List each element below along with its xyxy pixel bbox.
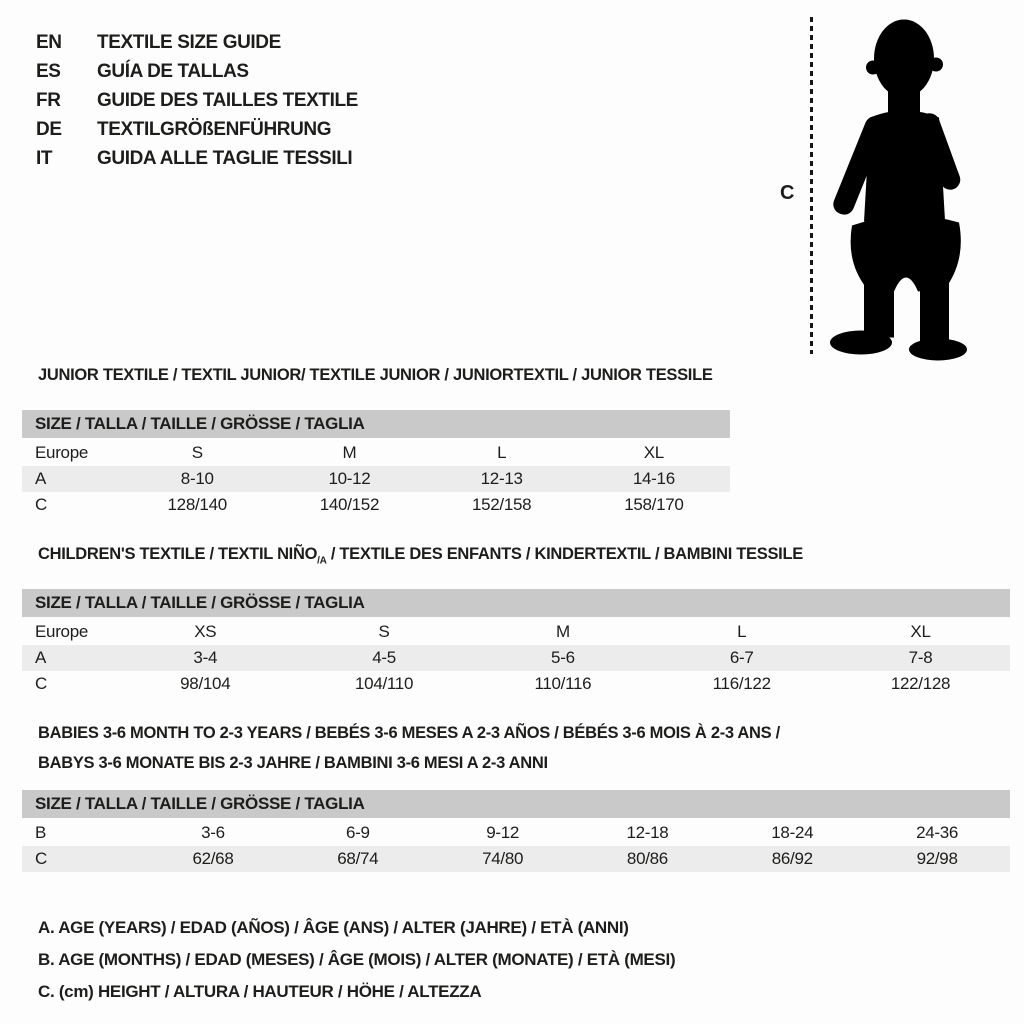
- height-measure-label: C: [780, 182, 795, 204]
- table-row-height: [22, 492, 730, 518]
- language-code: DE: [36, 118, 62, 140]
- table-cell: 9-12: [486, 823, 520, 842]
- row-label: C: [35, 849, 47, 868]
- row-label: A: [35, 648, 47, 667]
- babies-heading-line1: BABIES 3-6 MONTH TO 2-3 YEARS / BEBÉS 3-6 MESES A 2-3 AÑOS / BÉBÉS 3-6 MOIS À 2-3 ANS /: [38, 724, 780, 742]
- table-row-age: [22, 645, 1010, 671]
- babies-heading-line2: BABYS 3-6 MONATE BIS 2-3 JAHRE / BAMBINI 3-6 MESI A 2-3 ANNI: [38, 754, 548, 772]
- junior-size-table: [22, 410, 730, 518]
- table-cell: 10-12: [328, 469, 371, 488]
- table-cell: 24-36: [916, 823, 959, 842]
- table-cell: 92/98: [916, 849, 958, 868]
- table-row-height: [22, 846, 1010, 872]
- language-code: EN: [36, 31, 62, 53]
- row-label: A: [35, 469, 47, 488]
- junior-section-heading: JUNIOR TEXTILE / TEXTIL JUNIOR/ TEXTILE JUNIOR / JUNIORTEXTIL / JUNIOR TESSILE: [38, 366, 713, 384]
- language-row-fr: [36, 86, 358, 115]
- table-cell: 122/128: [890, 674, 951, 693]
- children-heading-subscript: /A: [317, 555, 327, 567]
- language-list: [36, 28, 358, 173]
- table-cell: 14-16: [632, 469, 675, 488]
- language-title: TEXTILE SIZE GUIDE: [97, 31, 281, 53]
- language-title: GUÍA DE TALLAS: [97, 60, 249, 82]
- table-cell: 3-4: [193, 648, 218, 667]
- language-row-es: [36, 57, 358, 86]
- language-title: GUIDE DES TAILLES TEXTILE: [97, 89, 358, 111]
- legend-line-a: A. AGE (YEARS) / EDAD (AÑOS) / ÂGE (ANS) / ALTER (JAHRE) / ETÀ (ANNI): [38, 918, 629, 937]
- table-cell: 140/152: [319, 495, 380, 514]
- language-code: FR: [36, 89, 61, 111]
- table-cell: XL: [910, 622, 931, 641]
- table-cell: 158/170: [624, 495, 684, 514]
- height-measure-dotted-line: [810, 17, 813, 354]
- table-cell: 110/116: [534, 674, 592, 693]
- table-cell: S: [191, 443, 203, 462]
- row-label: C: [35, 495, 47, 514]
- table-cell: 7-8: [908, 648, 933, 667]
- babies-section-heading: [38, 718, 780, 778]
- language-row-de: [36, 115, 358, 144]
- language-row-en: [36, 28, 358, 57]
- legend-line-b: B. AGE (MONTHS) / EDAD (MESES) / ÂGE (MOIS) / ALTER (MONATE) / ETÀ (MESI): [38, 950, 676, 969]
- language-code: ES: [36, 60, 61, 82]
- table-row-height: [22, 671, 1010, 697]
- table-cell: 5-6: [551, 648, 575, 667]
- size-table-header: SIZE / TALLA / TAILLE / GRÖSSE / TAGLIA: [22, 589, 1010, 617]
- table-cell: 6-7: [729, 648, 754, 667]
- language-row-it: [36, 144, 358, 173]
- table-cell: M: [555, 622, 570, 641]
- children-heading-suffix: / TEXTILE DES ENFANTS / KINDERTEXTIL / BAMBINI TESSILE: [326, 545, 803, 563]
- table-cell: L: [737, 622, 747, 641]
- table-cell: 86/92: [771, 849, 813, 868]
- row-label: B: [35, 823, 47, 842]
- table-cell: 98/104: [180, 674, 231, 693]
- size-table-header: SIZE / TALLA / TAILLE / GRÖSSE / TAGLIA: [22, 410, 730, 438]
- table-cell: 104/110: [355, 674, 414, 693]
- legend-line-c: C. (cm) HEIGHT / ALTURA / HAUTEUR / HÖHE / ALTEZZA: [38, 982, 482, 1001]
- table-row-age-months: [22, 820, 1010, 846]
- measurement-legend: [38, 912, 675, 1008]
- table-cell: 116/122: [712, 674, 771, 693]
- table-cell: 74/80: [482, 849, 524, 868]
- children-size-table: [22, 589, 1010, 697]
- row-label: Europe: [35, 443, 89, 462]
- table-cell: 128/140: [167, 495, 227, 514]
- table-cell: 68/74: [337, 849, 379, 868]
- table-cell: 12-18: [626, 823, 669, 842]
- children-heading-prefix: CHILDREN'S TEXTILE / TEXTIL NIÑO: [38, 545, 318, 563]
- babies-size-table: [22, 790, 1010, 872]
- row-label: C: [35, 674, 47, 693]
- table-cell: 3-6: [201, 823, 225, 842]
- size-table-header: SIZE / TALLA / TAILLE / GRÖSSE / TAGLIA: [22, 790, 1010, 818]
- table-cell: 12-13: [480, 469, 523, 488]
- language-title: GUIDA ALLE TAGLIE TESSILI: [97, 147, 353, 169]
- table-cell: 62/68: [192, 849, 234, 868]
- table-cell: 6-9: [345, 823, 370, 842]
- table-cell: 18-24: [771, 823, 814, 842]
- table-cell: S: [378, 622, 390, 641]
- table-row-age: [22, 466, 730, 492]
- row-label: Europe: [35, 622, 89, 641]
- children-section-heading: [38, 545, 803, 566]
- table-cell: 8-10: [180, 469, 214, 488]
- table-row-europe: [22, 619, 1010, 645]
- toddler-silhouette-icon: [822, 14, 972, 362]
- table-cell: 152/158: [471, 495, 532, 514]
- table-cell: M: [342, 443, 357, 462]
- table-cell: XL: [643, 443, 664, 462]
- table-row-europe: [22, 440, 730, 466]
- language-code: IT: [36, 147, 53, 169]
- table-cell: XS: [194, 622, 217, 641]
- table-cell: 80/86: [626, 849, 668, 868]
- table-cell: L: [497, 443, 507, 462]
- language-title: TEXTILGRÖßENFÜHRUNG: [97, 118, 332, 140]
- table-cell: 4-5: [372, 648, 396, 667]
